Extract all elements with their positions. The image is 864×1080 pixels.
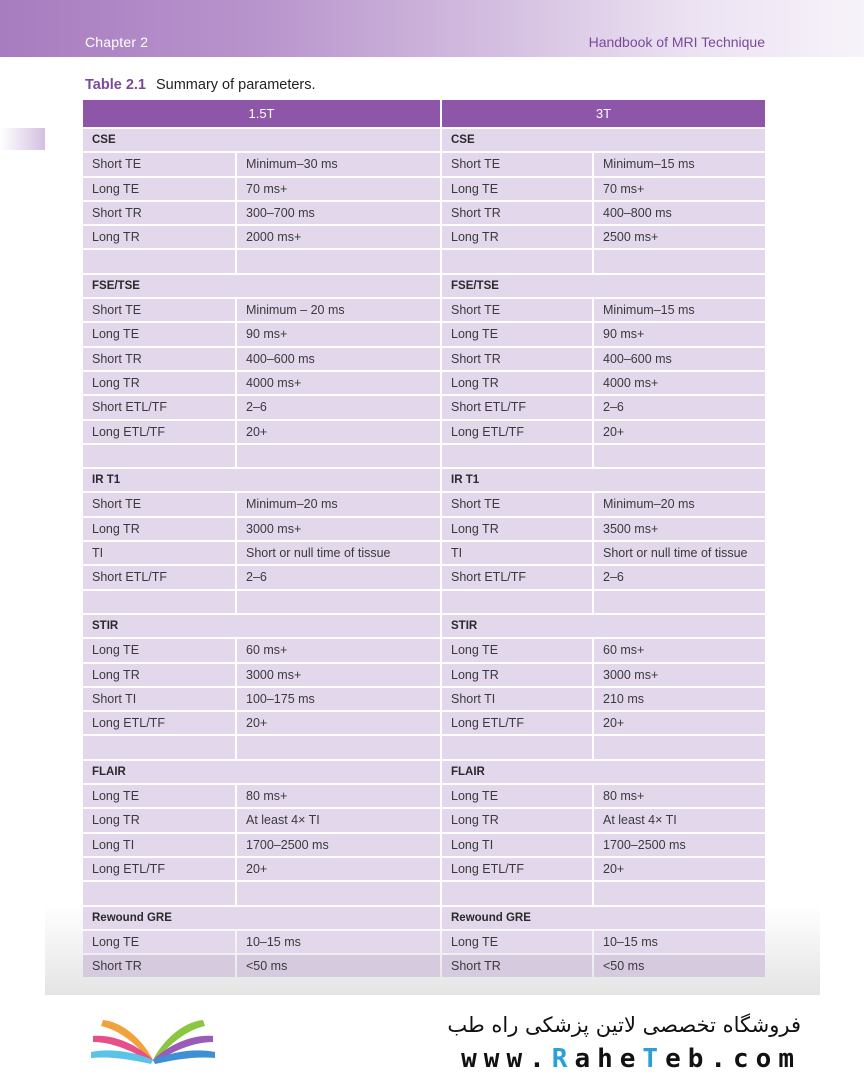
value-cell: 3000 ms+ (237, 518, 440, 540)
parameter-cell: Short TI (442, 688, 592, 710)
value-cell: Minimum–15 ms (594, 299, 765, 321)
value-cell: 60 ms+ (237, 639, 440, 661)
value-cell: 20+ (594, 421, 765, 443)
parameter-cell: Short TE (83, 299, 235, 321)
parameter-cell: TI (83, 542, 235, 564)
parameter-cell: Short ETL/TF (83, 566, 235, 588)
value-cell: Short or null time of tissue (237, 542, 440, 564)
table-caption-text: Summary of parameters. (155, 77, 316, 93)
parameter-cell: Long TE (442, 323, 592, 345)
row-half-3t (442, 493, 765, 515)
section-half-left (83, 129, 440, 151)
value-cell: 10–15 ms (237, 931, 440, 953)
row-half-1-5t (83, 931, 440, 953)
table-row (83, 518, 765, 540)
header-band (0, 0, 864, 57)
value-cell (594, 736, 765, 758)
parameters-table (83, 100, 765, 977)
section-half-right (442, 129, 765, 151)
parameter-cell: Long ETL/TF (83, 858, 235, 880)
value-cell: 1700–2500 ms (237, 834, 440, 856)
value-cell: 90 ms+ (594, 323, 765, 345)
table-row (83, 372, 765, 394)
value-cell: 20+ (237, 421, 440, 443)
site-suffix: .com (710, 1044, 801, 1074)
section-half-right (442, 761, 765, 783)
value-cell: 210 ms (594, 688, 765, 710)
section-title: FLAIR (442, 761, 765, 783)
table-body (83, 129, 765, 977)
value-cell: 90 ms+ (237, 323, 440, 345)
parameter-cell: Short ETL/TF (83, 396, 235, 418)
row-half-3t (442, 250, 765, 272)
value-cell: Short or null time of tissue (594, 542, 765, 564)
parameter-cell: Short TE (83, 493, 235, 515)
parameter-cell: Short TI (83, 688, 235, 710)
value-cell (594, 882, 765, 904)
value-cell (594, 591, 765, 613)
row-half-3t (442, 664, 765, 686)
value-cell: Minimum–15 ms (594, 153, 765, 175)
section-half-left (83, 907, 440, 929)
parameter-cell: Long TE (83, 323, 235, 345)
table-container (45, 100, 820, 995)
row-half-1-5t (83, 153, 440, 175)
site-prefix: www. (461, 1044, 552, 1074)
row-half-3t (442, 785, 765, 807)
parameter-cell: Long TI (442, 834, 592, 856)
row-half-1-5t (83, 445, 440, 467)
table-row (83, 493, 765, 515)
value-cell: 100–175 ms (237, 688, 440, 710)
table-row (83, 809, 765, 831)
parameter-cell: Short TE (442, 299, 592, 321)
value-cell: 80 ms+ (237, 785, 440, 807)
section-row (83, 615, 765, 637)
table-row (83, 664, 765, 686)
table-row (83, 153, 765, 175)
value-cell: 300–700 ms (237, 202, 440, 224)
table-row (83, 250, 765, 272)
section-half-left (83, 275, 440, 297)
parameter-cell: Long ETL/TF (442, 858, 592, 880)
site-accent-r: R (551, 1044, 575, 1074)
parameter-cell: Short TR (442, 955, 592, 977)
row-half-3t (442, 858, 765, 880)
parameter-cell: Long ETL/TF (83, 712, 235, 734)
row-half-1-5t (83, 421, 440, 443)
row-half-3t (442, 323, 765, 345)
value-cell: 3000 ms+ (237, 664, 440, 686)
parameter-cell: Short TR (442, 202, 592, 224)
row-half-1-5t (83, 299, 440, 321)
section-title: STIR (442, 615, 765, 637)
row-half-3t (442, 396, 765, 418)
parameter-cell: Short TR (83, 202, 235, 224)
book-logo-icon (88, 1008, 218, 1070)
parameter-cell: Long TR (442, 664, 592, 686)
table-row (83, 348, 765, 370)
parameter-cell: Long TE (442, 639, 592, 661)
parameter-cell: Long TR (83, 226, 235, 248)
table-row (83, 445, 765, 467)
value-cell: 2500 ms+ (594, 226, 765, 248)
parameter-cell (83, 882, 235, 904)
table-row (83, 226, 765, 248)
parameter-cell: Long TR (442, 226, 592, 248)
value-cell: 3000 ms+ (594, 664, 765, 686)
parameter-cell: Short TR (442, 348, 592, 370)
value-cell: 80 ms+ (594, 785, 765, 807)
parameter-cell: Long ETL/TF (442, 712, 592, 734)
row-half-3t (442, 591, 765, 613)
parameter-cell: Long TI (83, 834, 235, 856)
value-cell: 2–6 (594, 396, 765, 418)
row-half-1-5t (83, 348, 440, 370)
row-half-3t (442, 518, 765, 540)
parameter-cell: Short TE (442, 493, 592, 515)
parameter-cell (442, 250, 592, 272)
table-row (83, 299, 765, 321)
row-half-1-5t (83, 712, 440, 734)
value-cell: 400–800 ms (594, 202, 765, 224)
parameter-cell: Long TE (442, 178, 592, 200)
section-title: Rewound GRE (442, 907, 765, 929)
section-title: CSE (442, 129, 765, 151)
parameter-cell: Short TR (83, 348, 235, 370)
row-half-3t (442, 153, 765, 175)
row-half-1-5t (83, 518, 440, 540)
table-row (83, 712, 765, 734)
section-half-left (83, 761, 440, 783)
value-cell: 4000 ms+ (237, 372, 440, 394)
row-half-1-5t (83, 250, 440, 272)
section-title: STIR (83, 615, 440, 637)
parameter-cell: Long TR (442, 809, 592, 831)
row-half-1-5t (83, 639, 440, 661)
row-half-3t (442, 931, 765, 953)
value-cell: 20+ (594, 712, 765, 734)
row-half-1-5t (83, 372, 440, 394)
parameter-cell: Long TE (83, 639, 235, 661)
row-half-1-5t (83, 591, 440, 613)
site-mid-2: eb (665, 1044, 711, 1074)
table-row (83, 688, 765, 710)
parameter-cell (442, 736, 592, 758)
table-row (83, 202, 765, 224)
value-cell: Minimum–20 ms (594, 493, 765, 515)
website-address[interactable] (461, 1044, 801, 1074)
parameter-cell: Long TR (83, 664, 235, 686)
value-cell (237, 445, 440, 467)
value-cell: 2000 ms+ (237, 226, 440, 248)
parameter-cell (83, 736, 235, 758)
table-row (83, 785, 765, 807)
book-title: Handbook of MRI Technique (588, 34, 765, 50)
parameter-cell: Short TR (83, 955, 235, 977)
value-cell (237, 250, 440, 272)
value-cell: 2–6 (594, 566, 765, 588)
parameter-cell: Long TR (83, 518, 235, 540)
table-caption (85, 77, 316, 93)
value-cell: 400–600 ms (237, 348, 440, 370)
value-cell: 4000 ms+ (594, 372, 765, 394)
parameter-cell (442, 445, 592, 467)
value-cell (237, 736, 440, 758)
row-half-1-5t (83, 566, 440, 588)
table-header-row (83, 100, 765, 127)
value-cell: 70 ms+ (237, 178, 440, 200)
parameter-cell (83, 591, 235, 613)
parameter-cell: TI (442, 542, 592, 564)
section-title: FSE/TSE (83, 275, 440, 297)
parameter-cell: Short ETL/TF (442, 566, 592, 588)
table-row (83, 955, 765, 977)
parameter-cell: Long TE (83, 785, 235, 807)
parameter-cell (83, 250, 235, 272)
table-row (83, 834, 765, 856)
section-half-right (442, 275, 765, 297)
value-cell (594, 250, 765, 272)
parameter-cell (83, 445, 235, 467)
row-half-1-5t (83, 226, 440, 248)
row-half-1-5t (83, 323, 440, 345)
table-row (83, 931, 765, 953)
column-header-3t: 3T (442, 100, 765, 127)
row-half-3t (442, 566, 765, 588)
row-half-3t (442, 348, 765, 370)
section-half-left (83, 615, 440, 637)
section-row (83, 469, 765, 491)
value-cell: 2–6 (237, 396, 440, 418)
row-half-3t (442, 372, 765, 394)
row-half-1-5t (83, 178, 440, 200)
section-title: FSE/TSE (442, 275, 765, 297)
table-caption-label: Table 2.1 (85, 77, 146, 93)
table-row (83, 858, 765, 880)
row-half-1-5t (83, 834, 440, 856)
row-half-3t (442, 882, 765, 904)
parameter-cell: Short ETL/TF (442, 396, 592, 418)
value-cell: Minimum–20 ms (237, 493, 440, 515)
row-half-1-5t (83, 785, 440, 807)
row-half-3t (442, 178, 765, 200)
section-row (83, 129, 765, 151)
parameter-cell: Long TR (83, 372, 235, 394)
row-half-3t (442, 809, 765, 831)
row-half-1-5t (83, 542, 440, 564)
section-title: FLAIR (83, 761, 440, 783)
value-cell: At least 4× TI (594, 809, 765, 831)
parameter-cell: Long TE (83, 178, 235, 200)
row-half-3t (442, 955, 765, 977)
section-row (83, 275, 765, 297)
value-cell: 2–6 (237, 566, 440, 588)
row-half-3t (442, 202, 765, 224)
parameter-cell: Long TR (83, 809, 235, 831)
shop-name: فروشگاه تخصصی لاتین پزشکی راه طب (447, 1013, 801, 1037)
section-title: IR T1 (83, 469, 440, 491)
row-half-3t (442, 226, 765, 248)
value-cell: 400–600 ms (594, 348, 765, 370)
section-row (83, 761, 765, 783)
value-cell (594, 445, 765, 467)
section-half-left (83, 469, 440, 491)
row-half-1-5t (83, 202, 440, 224)
section-title: CSE (83, 129, 440, 151)
column-header-1-5t: 1.5T (83, 100, 440, 127)
table-row (83, 396, 765, 418)
value-cell: 3500 ms+ (594, 518, 765, 540)
table-row (83, 736, 765, 758)
row-half-3t (442, 299, 765, 321)
value-cell: 20+ (237, 858, 440, 880)
table-row (83, 323, 765, 345)
value-cell: 1700–2500 ms (594, 834, 765, 856)
row-half-1-5t (83, 688, 440, 710)
value-cell (237, 591, 440, 613)
table-row (83, 566, 765, 588)
section-title: IR T1 (442, 469, 765, 491)
parameter-cell: Long TE (442, 785, 592, 807)
value-cell: <50 ms (237, 955, 440, 977)
site-mid-1: ahe (574, 1044, 643, 1074)
row-half-1-5t (83, 882, 440, 904)
site-accent-t: T (642, 1044, 666, 1074)
parameter-cell: Short TE (442, 153, 592, 175)
parameter-cell: Long TE (442, 931, 592, 953)
parameter-cell (442, 882, 592, 904)
section-row (83, 907, 765, 929)
parameter-cell: Long TR (442, 518, 592, 540)
value-cell (237, 882, 440, 904)
table-row (83, 542, 765, 564)
row-half-1-5t (83, 664, 440, 686)
value-cell: Minimum – 20 ms (237, 299, 440, 321)
table-row (83, 421, 765, 443)
row-half-3t (442, 639, 765, 661)
value-cell: 10–15 ms (594, 931, 765, 953)
value-cell: At least 4× TI (237, 809, 440, 831)
row-half-1-5t (83, 396, 440, 418)
value-cell: 20+ (237, 712, 440, 734)
chapter-label: Chapter 2 (85, 34, 149, 50)
value-cell: 20+ (594, 858, 765, 880)
row-half-3t (442, 542, 765, 564)
row-half-3t (442, 712, 765, 734)
parameter-cell: Long ETL/TF (442, 421, 592, 443)
value-cell: <50 ms (594, 955, 765, 977)
value-cell: 70 ms+ (594, 178, 765, 200)
table-row (83, 591, 765, 613)
table-row (83, 639, 765, 661)
parameter-cell: Short TE (83, 153, 235, 175)
row-half-1-5t (83, 736, 440, 758)
row-half-3t (442, 688, 765, 710)
row-half-1-5t (83, 809, 440, 831)
row-half-3t (442, 421, 765, 443)
section-half-right (442, 615, 765, 637)
row-half-3t (442, 834, 765, 856)
section-title: Rewound GRE (83, 907, 440, 929)
row-half-1-5t (83, 858, 440, 880)
parameter-cell: Long ETL/TF (83, 421, 235, 443)
section-half-right (442, 907, 765, 929)
row-half-3t (442, 736, 765, 758)
value-cell: 60 ms+ (594, 639, 765, 661)
section-half-right (442, 469, 765, 491)
table-row (83, 882, 765, 904)
row-half-1-5t (83, 493, 440, 515)
parameter-cell: Long TR (442, 372, 592, 394)
parameter-cell (442, 591, 592, 613)
row-half-3t (442, 445, 765, 467)
value-cell: Minimum–30 ms (237, 153, 440, 175)
parameter-cell: Long TE (83, 931, 235, 953)
table-row (83, 178, 765, 200)
row-half-1-5t (83, 955, 440, 977)
